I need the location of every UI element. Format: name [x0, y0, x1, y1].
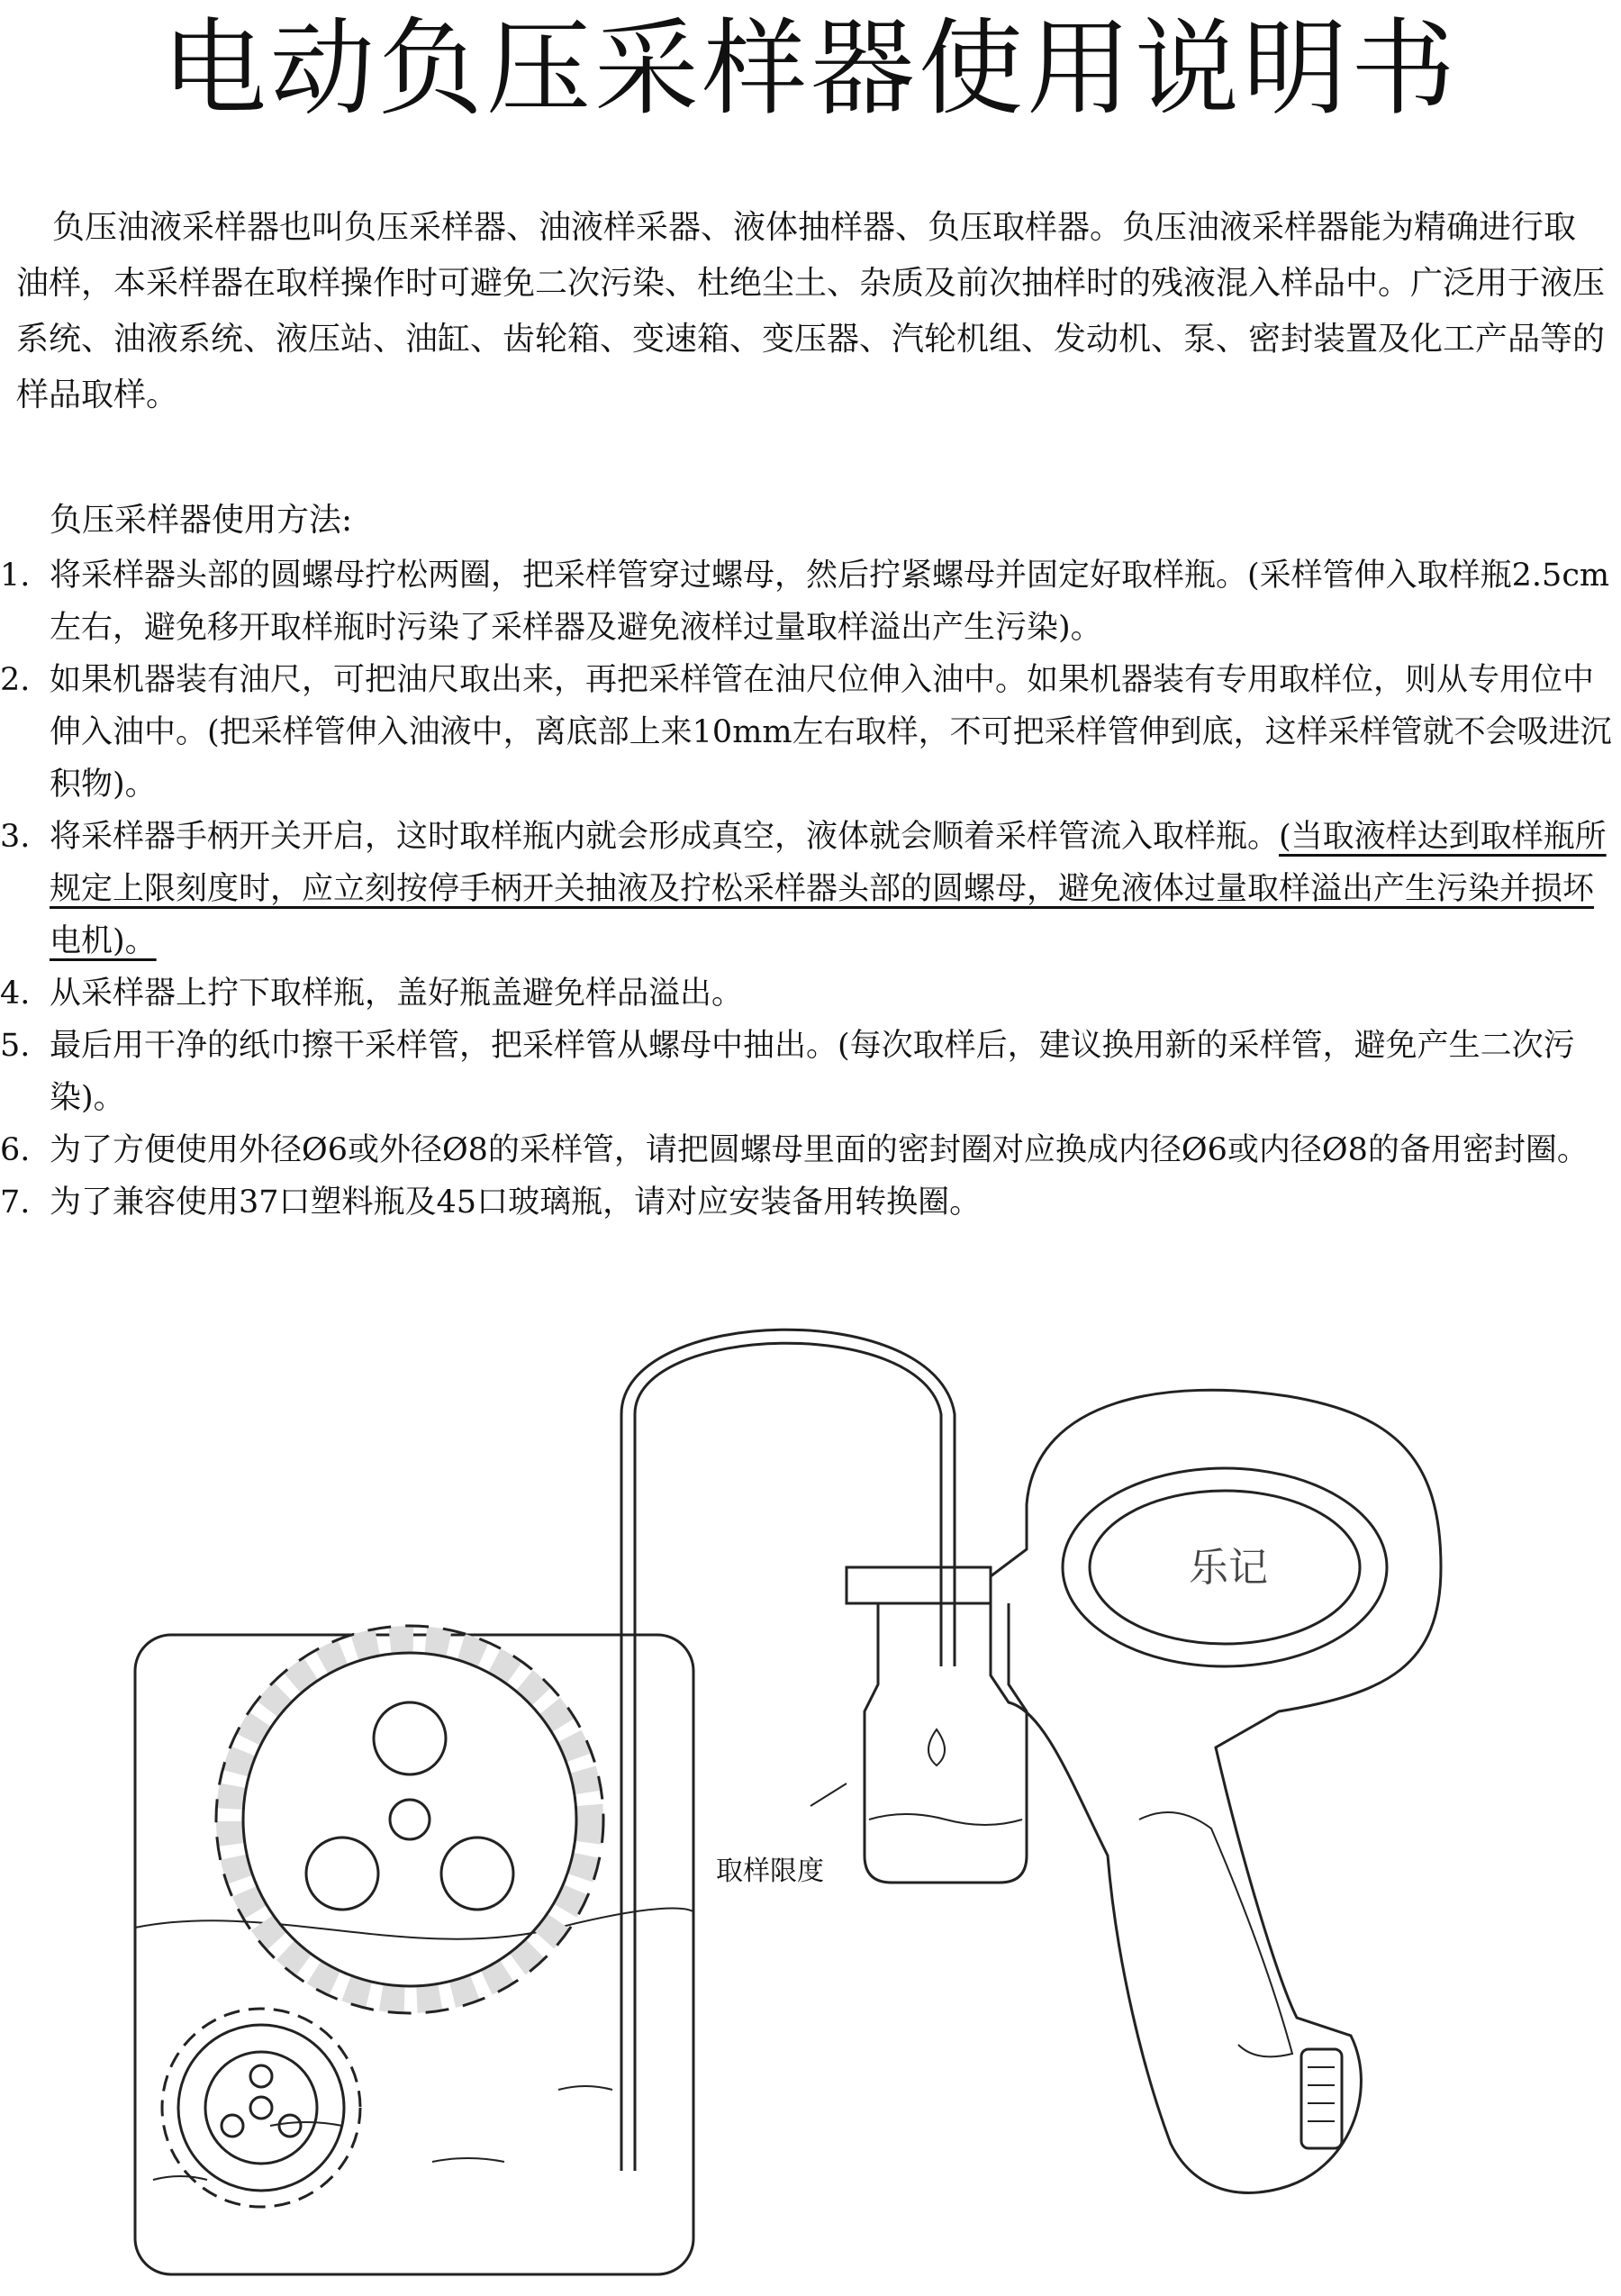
- steps-list: [0, 549, 1612, 1229]
- sample-bottle-icon: [810, 1567, 1027, 1883]
- electric-sampler-gun-icon: [991, 1390, 1441, 2192]
- step-text: 为了兼容使用37口塑料瓶及45口玻璃瓶，请对应安装备用转换圈。: [50, 1184, 982, 1221]
- step-text-wrapper: [50, 811, 1612, 967]
- step-number: 5.: [0, 1028, 31, 1064]
- large-gear-icon: [216, 1626, 603, 2013]
- method-heading: 负压采样器使用方法:: [50, 502, 353, 539]
- step-3: [0, 811, 1612, 967]
- small-gear-icon: [162, 2009, 360, 2207]
- step-text: 为了方便使用外径Ø6或外径Ø8的采样管，请把圆螺母里面的密封圈对应换成内径Ø6或内径Ø8的备用密封圈。: [50, 1132, 1589, 1168]
- illustration-svg: [0, 1279, 1621, 2288]
- step-number: 7.: [0, 1184, 31, 1221]
- step-text: 将采样器头部的圆螺母拧松两圈，把采样管穿过螺母，然后拧紧螺母并固定好取样瓶。(采样管伸入取样瓶2.5cm左右，避免移开取样瓶时污染了采样器及避免液样过量取样溢出产生污染)。: [50, 558, 1610, 646]
- step-6: [0, 1124, 1612, 1176]
- document-title: 电动负压采样器使用说明书: [162, 8, 1459, 130]
- intro-paragraph: 负压油液采样器也叫负压采样器、油液样采器、液体抽样器、负压取样器。负压油液采样器能为精确进行取油样，本采样器在取样操作时可避免二次污染、杜绝尘土、杂质及前次抽样时的残液混入样品中。广泛用于液压系统、油液系统、液压站、油缸、齿轮箱、变速箱、变压器、汽轮机组、发动机、泵、密封装置及化工产品等的样品取样。: [16, 209, 1606, 413]
- step-7: [0, 1176, 1612, 1229]
- step-5: [0, 1020, 1612, 1124]
- step-text: 如果机器装有油尺，可把油尺取出来，再把采样管在油尺位伸入油中。如果机器装有专用取样位，则从专用位中伸入油中。(把采样管伸入油液中，离底部上来10mm左右取样，不可把采样管伸到底，这样采样管就不会吸进沉积物)。: [50, 662, 1612, 803]
- step-number: 4.: [0, 976, 31, 1012]
- step-text: 最后用干净的纸巾擦干采样管，把采样管从螺母中抽出。(每次取样后，建议换用新的采样管，避免产生二次污染)。: [50, 1028, 1575, 1116]
- sampling-tube-icon: [621, 1330, 955, 2171]
- step-1: [0, 549, 1612, 654]
- step-number: 1.: [0, 558, 31, 594]
- usage-illustration: [0, 1279, 1621, 2288]
- sample-limit-label: 取样限度: [716, 1856, 824, 1887]
- step-2: [0, 654, 1612, 811]
- step-warning-underlined: (当取液样达到取样瓶所规定上限刻度时，应立刻按停手柄开关抽液及拧松采样器头部的圆螺母，避免液体过量取样溢出产生污染并损坏电机)。: [50, 819, 1607, 959]
- step-text: 从采样器上拧下取样瓶，盖好瓶盖避免样品溢出。: [50, 976, 744, 1012]
- step-number: 3.: [0, 819, 31, 855]
- step-number: 2.: [0, 662, 31, 698]
- step-number: 6.: [0, 1132, 31, 1168]
- step-text: 将采样器手柄开关开启，这时取样瓶内就会形成真空，液体就会顺着采样管流入取样瓶。: [50, 819, 1280, 855]
- step-4: [0, 967, 1612, 1020]
- brand-mark: 乐记: [1189, 1545, 1268, 1591]
